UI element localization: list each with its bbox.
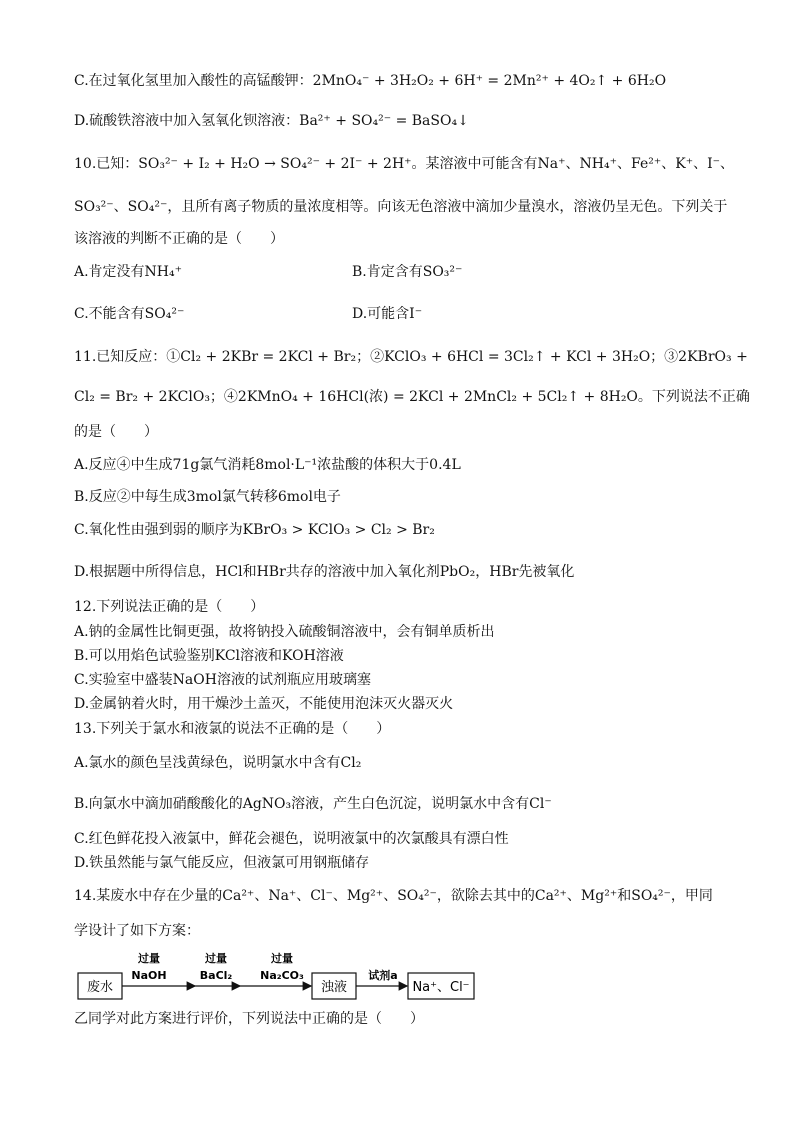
option-9c: C.在过氧化氢里加入酸性的高锰酸钾：2MnO₄⁻ + 3H₂O₂ + 6H⁺ = 2Mn²⁺ + 4O₂↑ + 6H₂O — [74, 73, 667, 89]
flow-arrow-1-bottom: NaOH — [131, 969, 167, 982]
question-14-stem-3: 乙同学对此方案进行评价，下列说法中正确的是（ ） — [74, 1011, 424, 1027]
flow-arrow-3-top: 过量 — [271, 952, 293, 965]
flow-arrow-2-bottom: BaCl₂ — [199, 969, 233, 982]
option-13a: A.氯水的颜色呈浅黄绿色，说明氯水中含有Cl₂ — [74, 755, 362, 771]
option-10d: D.可能含I⁻ — [352, 306, 423, 322]
flow-arrow-2-top: 过量 — [205, 952, 227, 965]
option-12c: C.实验室中盛装NaOH溶液的试剂瓶应用玻璃塞 — [74, 672, 371, 688]
option-11c: C.氧化性由强到弱的顺序为KBrO₃ > KClO₃ > Cl₂ > Br₂ — [74, 522, 435, 538]
question-12-stem: 12.下列说法正确的是（ ） — [74, 599, 265, 615]
question-10-stem-1: 10.已知：SO₃²⁻ + I₂ + H₂O → SO₄²⁻ + 2I⁻ + 2H⁺。某溶液中可能含有Na⁺、NH₄⁺、Fe²⁺、K⁺、I⁻、 — [74, 156, 735, 172]
option-10b: B.肯定含有SO₃²⁻ — [352, 264, 463, 280]
flow-box-result-label: Na⁺、Cl⁻ — [412, 980, 470, 995]
flow-arrow-4-top: 试剂a — [368, 969, 398, 982]
option-12b: B.可以用焰色试验鉴别KCl溶液和KOH溶液 — [74, 648, 344, 664]
question-10-stem-3: 该溶液的判断不正确的是（ ） — [74, 231, 284, 247]
question-14-stem-1: 14.某废水中存在少量的Ca²⁺、Na⁺、Cl⁻、Mg²⁺、SO₄²⁻，欲除去其中的Ca²⁺、Mg²⁺和SO₄²⁻，甲同 — [74, 888, 713, 904]
question-14-stem-2: 学设计了如下方案： — [74, 923, 200, 939]
option-11a: A.反应④中生成71g氯气消耗8mol·L⁻¹浓盐酸的体积大于0.4L — [74, 457, 461, 473]
question-10-stem-2: SO₃²⁻、SO₄²⁻，且所有离子物质的量浓度相等。向该无色溶液中滴加少量溴水，溶液仍呈无色。下列关于 — [74, 199, 728, 215]
question-11-stem-3: 的是（ ） — [74, 424, 158, 440]
flow-box-suspension-label: 浊液 — [320, 980, 348, 995]
question-13-stem: 13.下列关于氯水和液氯的说法不正确的是（ ） — [74, 721, 391, 737]
option-13b: B.向氯水中滴加硝酸酸化的AgNO₃溶液，产生白色沉淀，说明氯水中含有Cl⁻ — [74, 796, 552, 812]
option-13d: D.铁虽然能与氯气能反应，但液氯可用钢瓶储存 — [74, 855, 370, 871]
option-11b: B.反应②中每生成3mol氯气转移6mol电子 — [74, 489, 341, 505]
flow-box-wastewater-label: 废水 — [86, 980, 114, 995]
option-11d: D.根据题中所得信息，HCl和HBr共存的溶液中加入氧化剂PbO₂，HBr先被氧化 — [74, 564, 575, 580]
option-10a: A.肯定没有NH₄⁺ — [74, 264, 183, 280]
question-11-stem-1: 11.已知反应：①Cl₂ + 2KBr = 2KCl + Br₂；②KClO₃ + 6HCl = 3Cl₂↑ + KCl + 3H₂O；③2KBrO₃ + — [74, 349, 748, 365]
option-10c: C.不能含有SO₄²⁻ — [74, 306, 185, 322]
option-13c: C.红色鲜花投入液氯中，鲜花会褪色，说明液氯中的次氯酸具有漂白性 — [74, 831, 509, 847]
flow-arrow-1-top: 过量 — [138, 952, 160, 965]
option-12d: D.金属钠着火时，用干燥沙土盖灭，不能使用泡沫灭火器灭火 — [74, 696, 454, 712]
question-11-stem-2: Cl₂ = Br₂ + 2KClO₃；④2KMnO₄ + 16HCl(浓) = 2KCl + 2MnCl₂ + 5Cl₂↑ + 8H₂O。下列说法不正确 — [74, 389, 750, 405]
flow-arrow-3-bottom: Na₂CO₃ — [260, 969, 304, 982]
option-12a: A.钠的金属性比铜更强，故将钠投入硫酸铜溶液中，会有铜单质析出 — [74, 624, 495, 640]
option-9d: D.硫酸铁溶液中加入氢氧化钡溶液：Ba²⁺ + SO₄²⁻ = BaSO₄↓ — [74, 113, 469, 129]
